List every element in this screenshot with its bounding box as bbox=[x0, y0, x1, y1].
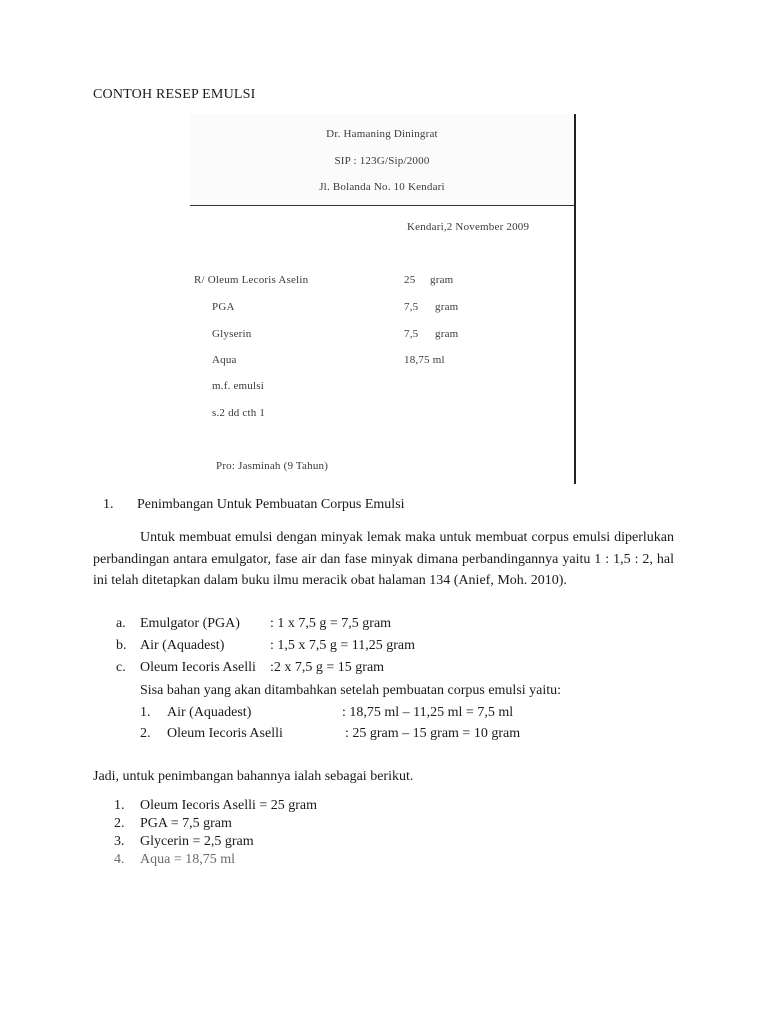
section-number: 1. bbox=[103, 497, 114, 512]
remainder-intro: Sisa bahan yang akan ditambahkan setelah pembuatan corpus emulsi yaitu: bbox=[140, 683, 562, 698]
list-marker: 3. bbox=[114, 834, 125, 849]
paragraph-text: Untuk membuat emulsi dengan minyak lemak maka untuk membuat corpus emulsi diperlukan perbandingan antara emulgator, fase air dan fase minyak dimana perbandingannya yaitu 1 : 1,5 : 2, hal ini telah ditetapkan dalam buku ilmu meracik obat halaman 134 (Anief, Moh. 2010). bbox=[93, 530, 674, 588]
section-title: Penimbangan Untuk Pembuatan Corpus Emulsi bbox=[137, 497, 405, 512]
list-item-label: Air (Aquadest) bbox=[140, 638, 225, 653]
prescription-instruction: m.f. emulsi bbox=[212, 380, 265, 392]
list-item-calc: : 1 x 7,5 g = 7,5 gram bbox=[270, 616, 392, 631]
list-marker: b. bbox=[116, 638, 127, 653]
prescription-item-unit: gram bbox=[430, 274, 454, 286]
conclusion-intro: Jadi, untuk penimbangan bahannya ialah sebagai berikut. bbox=[93, 769, 414, 784]
list-item-label: Emulgator (PGA) bbox=[140, 616, 240, 631]
prescription-item-name: R/ Oleum Lecoris Aselin bbox=[194, 274, 309, 286]
list-marker: 4. bbox=[114, 852, 125, 867]
prescription-item-name: PGA bbox=[212, 301, 235, 313]
prescription-date: Kendari,2 November 2009 bbox=[407, 221, 530, 233]
list-marker: a. bbox=[116, 616, 126, 631]
list-item-label: Oleum Iecoris Aselli bbox=[140, 660, 256, 675]
prescription-border bbox=[574, 114, 576, 484]
prescription-item-name: Aqua bbox=[212, 354, 237, 366]
prescription-divider bbox=[190, 205, 575, 206]
doctor-sip: SIP : 123G/Sip/2000 bbox=[334, 155, 430, 167]
prescription-item-qty: 25 bbox=[404, 274, 416, 286]
list-marker: 1. bbox=[140, 705, 151, 720]
list-marker: 1. bbox=[114, 798, 125, 813]
list-item-calc: : 18,75 ml – 11,25 ml = 7,5 ml bbox=[342, 705, 514, 720]
prescription-patient: Pro: Jasminah (9 Tahun) bbox=[216, 460, 329, 472]
doctor-name: Dr. Hamaning Diningrat bbox=[326, 128, 438, 140]
prescription-item-qty: 7,5 bbox=[404, 328, 419, 340]
list-marker: 2. bbox=[140, 726, 151, 741]
list-item-label: Air (Aquadest) bbox=[167, 705, 252, 720]
body-paragraph bbox=[93, 527, 674, 592]
list-item: PGA = 7,5 gram bbox=[140, 816, 232, 831]
list-item-label: Oleum Iecoris Aselli bbox=[167, 726, 283, 741]
list-item-calc: : 25 gram – 15 gram = 10 gram bbox=[345, 726, 521, 741]
prescription-item-unit: gram bbox=[435, 301, 459, 313]
list-marker: c. bbox=[116, 660, 126, 675]
prescription-item-name: Glyserin bbox=[212, 328, 252, 340]
prescription-item-unit: gram bbox=[435, 328, 459, 340]
list-item: Glycerin = 2,5 gram bbox=[140, 834, 254, 849]
list-item-calc: :2 x 7,5 g = 15 gram bbox=[270, 660, 385, 675]
doctor-address: Jl. Bolanda No. 10 Kendari bbox=[319, 181, 445, 193]
section-heading bbox=[103, 497, 405, 513]
prescription-instruction: s.2 dd cth 1 bbox=[212, 407, 266, 419]
list-item-calc: : 1,5 x 7,5 g = 11,25 gram bbox=[270, 638, 416, 653]
page-title: CONTOH RESEP EMULSI bbox=[93, 87, 256, 102]
prescription-item-qty: 18,75 ml bbox=[404, 354, 445, 366]
list-item: Oleum Iecoris Aselli = 25 gram bbox=[140, 798, 318, 813]
prescription-item-qty: 7,5 bbox=[404, 301, 419, 313]
list-item: Aqua = 18,75 ml bbox=[140, 852, 235, 867]
list-marker: 2. bbox=[114, 816, 125, 831]
